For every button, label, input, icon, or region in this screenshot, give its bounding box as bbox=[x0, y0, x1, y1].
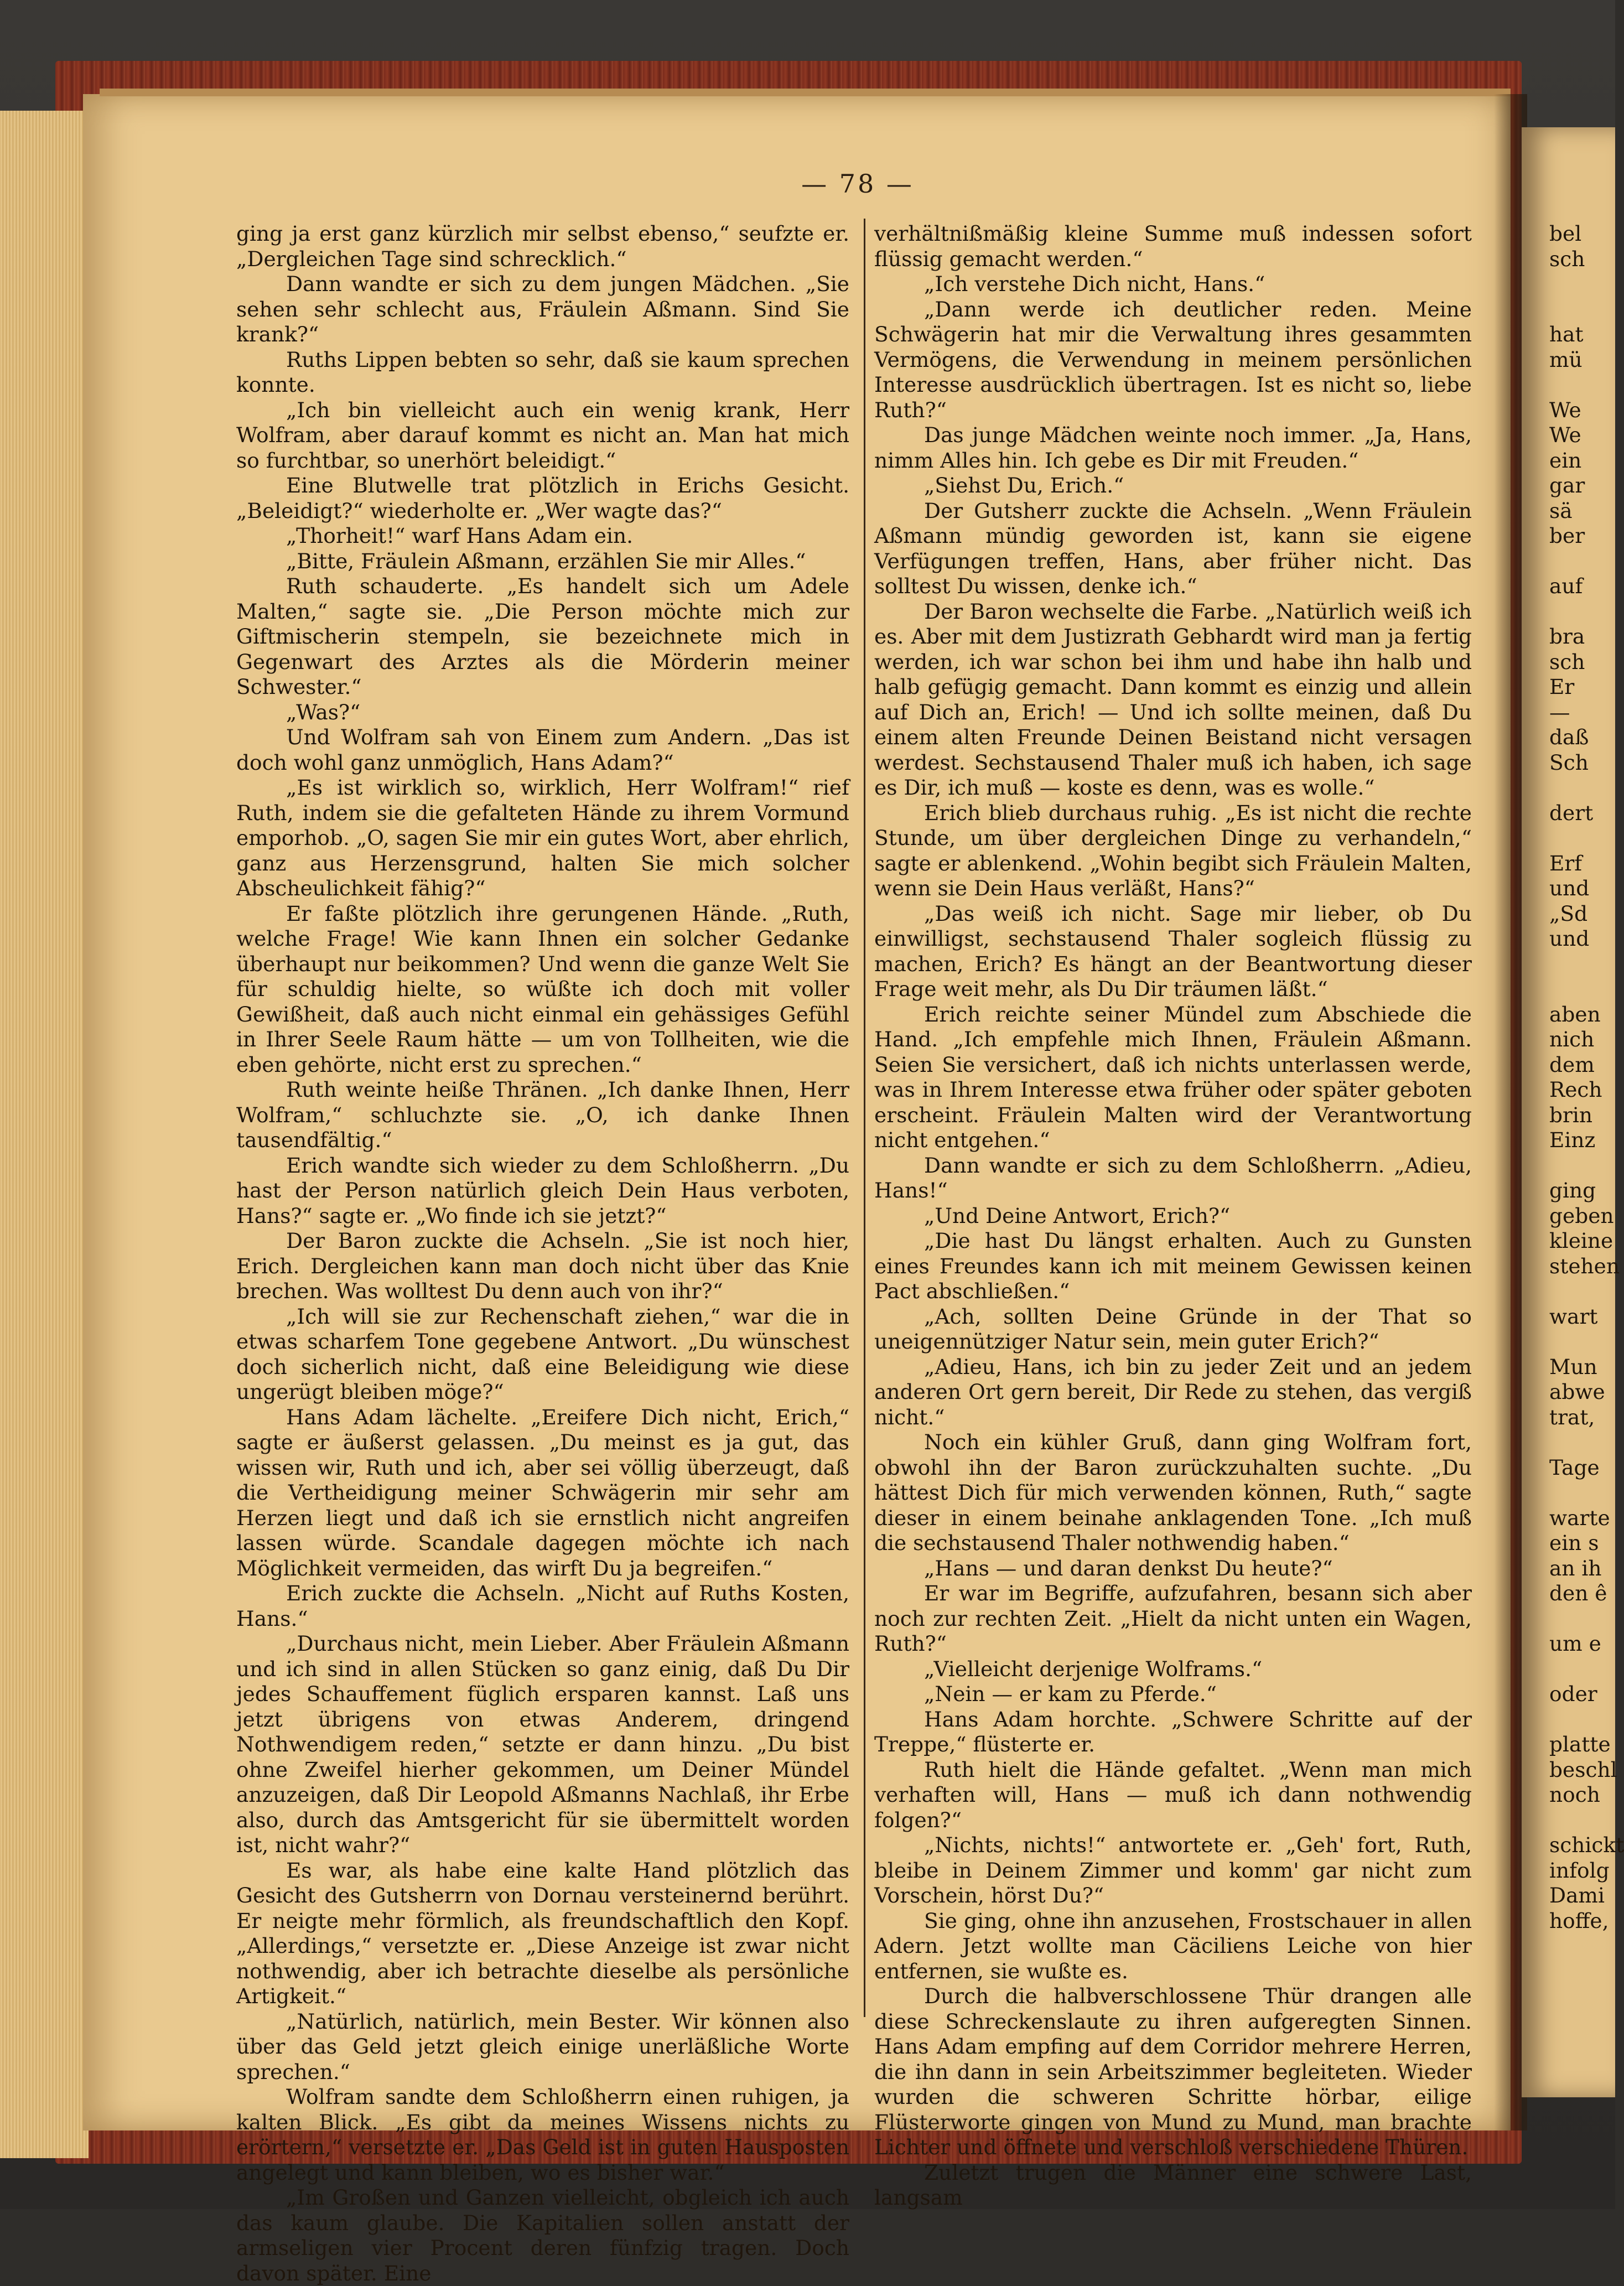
right-column bbox=[874, 221, 1472, 2211]
next-page-line: Mun bbox=[1549, 1354, 1597, 1379]
next-page-line bbox=[1549, 1707, 1616, 1733]
page-edges bbox=[0, 111, 89, 2158]
next-page-line: den ê bbox=[1549, 1581, 1607, 1605]
paragraph: Erich blieb durchaus ruhig. „Es ist nicht die rechte Stunde, um über dergleichen Dinge zu verhandeln,“ sagte er ablenkend. „Wohin begibt sich Fräulein Malten, wenn sie Dein Haus verläßt, Hans?“ bbox=[874, 800, 1472, 900]
paragraph: Er faßte plötzlich ihre gerungenen Hände. „Ruth, welche Frage! Wie kann Ihnen ein solcher Gedanke überhaupt nur beikommen? Und wenn die ganze Welt Sie für schuldig hielte, so wüßte ich doch mit voller Gewißheit, daß auch nicht einmal ein gehässiges Gefühl in Ihrer Seele Raum hätte — um von Tollheiten, wie die eben gehörte, nicht erst zu sprechen.“ bbox=[236, 901, 849, 1077]
paragraph: verhältnißmäßig kleine Summe muß indessen sofort flüssig gemacht werden.“ bbox=[874, 221, 1472, 271]
next-page-line: gar bbox=[1549, 473, 1585, 497]
next-page-line bbox=[1549, 549, 1616, 574]
next-page-line bbox=[1549, 1606, 1616, 1632]
page-number: — 78 — bbox=[801, 169, 914, 199]
paragraph: Ruth hielt die Hände gefaltet. „Wenn man mich verhaften will, Hans — muß ich dann nothwendig folgen?“ bbox=[874, 1757, 1472, 1832]
next-page-line bbox=[1549, 826, 1616, 851]
next-page-line: dert bbox=[1549, 800, 1594, 825]
next-page-line bbox=[1549, 952, 1616, 977]
next-page-line: wart bbox=[1549, 1304, 1598, 1329]
paragraph: Das junge Mädchen weinte noch immer. „Ja, Hans, nimm Alles hin. Ich gebe es Dir mit Freuden.“ bbox=[874, 423, 1472, 473]
next-page-line: „Sd bbox=[1549, 901, 1588, 926]
next-page-line: kleine bbox=[1549, 1228, 1613, 1253]
paragraph: Er war im Begriffe, aufzufahren, besann sich aber noch zur rechten Zeit. „Hielt da nicht unten ein Wagen, Ruth?“ bbox=[874, 1581, 1472, 1656]
next-page-line: hoffe, bbox=[1549, 1908, 1609, 1933]
next-page-line: brin bbox=[1549, 1102, 1593, 1127]
next-page-line: We bbox=[1549, 423, 1581, 447]
next-page-line: noch bbox=[1549, 1782, 1600, 1807]
next-page-line bbox=[1549, 372, 1616, 398]
paragraph: Erich reichte seiner Mündel zum Abschiede die Hand. „Ich empfehle mich Ihnen, Fräulein Aßmann. Seien Sie versichert, daß ich nichts unterlassen werde, was in Ihrem Interesse etwa früher oder später geboten erscheint. Fräulein Malten wird der Verantwortung nicht entgehen.“ bbox=[874, 1002, 1472, 1152]
next-page-line bbox=[1549, 297, 1616, 323]
paragraph: Durch die halbverschlossene Thür drangen alle diese Schreckenslaute zu ihren aufgeregten Sinnen. Hans Adam empfing auf dem Corridor mehrere Herren, die ihn dann in sein Arbeitszimmer begleiteten. Wieder wurden die schweren Schritte hörbar, eilige Flüsterworte gingen von Mund zu Mund, man brachte Lichter und öffnete und verschloß verschiedene Thüren. bbox=[874, 1984, 1472, 2159]
next-page-line bbox=[1549, 775, 1616, 801]
paragraph: „Vielleicht derjenige Wolframs.“ bbox=[924, 1656, 1263, 1681]
paragraph: „Ich bin vielleicht auch ein wenig krank, Herr Wolfram, aber darauf kommt es nicht an. Man hat mich so furchtbar, so unerhört beleidigt.“ bbox=[236, 397, 849, 473]
next-page-line bbox=[1549, 977, 1616, 1002]
paragraph: „Hans — und daran denkst Du heute?“ bbox=[924, 1556, 1333, 1580]
paragraph: Noch ein kühler Gruß, dann ging Wolfram fort, obwohl ihn der Baron zurückzuhalten suchte. „Du hättest Dich für mich verwenden können, Ruth,“ sagte dieser in einem beinahe anklagenden Tone. „Ich muß die sechstausend Thaler nothwendig haben.“ bbox=[874, 1430, 1472, 1555]
paragraph: Dann wandte er sich zu dem Schloßherrn. „Adieu, Hans!“ bbox=[874, 1153, 1472, 1202]
next-page-line: ein bbox=[1549, 448, 1582, 473]
next-page-line: abwe bbox=[1549, 1380, 1605, 1404]
paragraph: „Dann werde ich deutlicher reden. Meine Schwägerin hat mir die Verwaltung ihres gesammten Vermögens, die Verwendung in meinem persönlichen Interesse ausdrücklich übertragen. Ist es nicht so, liebe Ruth?“ bbox=[874, 297, 1472, 422]
next-page-line: dem bbox=[1549, 1052, 1595, 1077]
next-page-line: Rech bbox=[1549, 1077, 1602, 1102]
paragraph: „Thorheit!“ warf Hans Adam ein. bbox=[286, 523, 634, 548]
next-page-line: mü bbox=[1549, 347, 1583, 372]
next-page-line bbox=[1549, 1153, 1616, 1179]
next-page-line: bra bbox=[1549, 624, 1585, 649]
paragraph: Sie ging, ohne ihn anzusehen, Frostschauer in allen Adern. Jetzt wollte man Cäciliens Leiche von hier entfernen, sie wußte es. bbox=[874, 1908, 1472, 1983]
paragraph: Zuletzt trugen die Männer eine schwere Last, langsam bbox=[874, 2160, 1472, 2210]
paragraph: Dann wandte er sich zu dem jungen Mädchen. „Sie sehen sehr schlecht aus, Fräulein Aßmann. Sind Sie krank?“ bbox=[236, 272, 849, 346]
paragraph: „Ich will sie zur Rechenschaft ziehen,“ war die in etwas scharfem Tone gegebene Antwort. „Du wünschest doch sicherlich nicht, daß eine Beleidigung wie diese ungerügt bleiben möge?“ bbox=[236, 1304, 849, 1404]
next-page-line: sch bbox=[1549, 246, 1585, 271]
next-page-line: und bbox=[1549, 876, 1590, 900]
paragraph: Hans Adam lächelte. „Ereifere Dich nicht, Erich,“ sagte er äußerst gelassen. „Du meinst es ja gut, das wissen wir, Ruth und ich, aber sei völlig überzeugt, daß die Vertheidigung meiner Schwägerin mir sehr am Herzen liegt und daß ich sie ernstlich nicht angreifen lassen würde. Scandale dagegen möchte ich nach Möglichkeit vermeiden, das wirft Du ja begreifen.“ bbox=[236, 1404, 849, 1580]
next-page-line: sch bbox=[1549, 649, 1585, 674]
paragraph: „Siehst Du, Erich.“ bbox=[924, 473, 1124, 497]
paragraph: Ruth schauderte. „Es handelt sich um Adele Malten,“ sagte sie. „Die Person möchte mich zur Giftmischerin stempeln, sie bezeichnete mich in Gegenwart des Arztes als die Mörderin meiner Schwester.“ bbox=[236, 574, 849, 699]
next-page-line: We bbox=[1549, 397, 1581, 422]
next-page-line: — bbox=[1549, 699, 1570, 724]
next-page-line bbox=[1549, 1279, 1616, 1304]
next-page-line: daß bbox=[1549, 725, 1589, 749]
paragraph: Und Wolfram sah von Einem zum Andern. „Das ist doch wohl ganz unmöglich, Hans Adam?“ bbox=[236, 725, 849, 775]
paragraph: Eine Blutwelle trat plötzlich in Erichs Gesicht. „Beleidigt?“ wiederholte er. „Wer wagte das?“ bbox=[236, 473, 849, 523]
paragraph: Erich wandte sich wieder zu dem Schloßherrn. „Du hast der Person natürlich gleich Dein Haus verboten, Hans?“ sagte er. „Wo finde ich sie jetzt?“ bbox=[236, 1153, 849, 1228]
next-page-line: Sch bbox=[1549, 750, 1589, 775]
left-column bbox=[236, 221, 849, 2286]
next-page-line: Dami bbox=[1549, 1883, 1605, 1907]
paragraph: „Natürlich, natürlich, mein Bester. Wir können also über das Geld jetzt gleich einige unerläßliche Worte sprechen.“ bbox=[236, 2009, 849, 2084]
paragraph: Erich zuckte die Achseln. „Nicht auf Ruths Kosten, Hans.“ bbox=[236, 1581, 849, 1631]
next-page-text bbox=[1549, 221, 1624, 1933]
next-page-line: stehen bbox=[1549, 1253, 1620, 1278]
next-page-line: ein s bbox=[1549, 1531, 1599, 1555]
next-page-line: und bbox=[1549, 926, 1590, 951]
next-page-line: sä bbox=[1549, 498, 1573, 523]
paragraph: „Bitte, Fräulein Aßmann, erzählen Sie mir Alles.“ bbox=[286, 548, 806, 573]
paragraph: „Adieu, Hans, ich bin zu jeder Zeit und an jedem anderen Ort gern bereit, Dir Rede zu stehen, das vergiß nicht.“ bbox=[874, 1354, 1472, 1429]
next-page-line bbox=[1549, 272, 1616, 297]
next-page-line: platte bbox=[1549, 1732, 1611, 1756]
next-page-line: hat bbox=[1549, 322, 1584, 346]
next-page-line: ber bbox=[1549, 523, 1585, 548]
paragraph: „Ich verstehe Dich nicht, Hans.“ bbox=[924, 272, 1265, 296]
next-page-line: infolg bbox=[1549, 1858, 1610, 1883]
paragraph: Der Baron zuckte die Achseln. „Sie ist noch hier, Erich. Dergleichen kann man doch nicht über das Knie brechen. Was wolltest Du denn auch von ihr?“ bbox=[236, 1228, 849, 1303]
next-page-line: trat, bbox=[1549, 1404, 1595, 1429]
paragraph: „Die hast Du längst erhalten. Auch zu Gunsten eines Freundes kann ich mit meinem Gewissen keinen Pact abschließen.“ bbox=[874, 1228, 1472, 1303]
next-page-line: nich bbox=[1549, 1027, 1595, 1051]
next-page-line: warte bbox=[1549, 1505, 1610, 1530]
next-page-line bbox=[1549, 1430, 1616, 1455]
paragraph: „Durchaus nicht, mein Lieber. Aber Fräulein Aßmann und ich sind in allen Stücken so ganz einig, daß Du Dir jedes Schauffement füglich ersparen kannst. Laß uns jetzt übrigens von etwas Anderem, dringend Nothwendigem reden,“ setzte er dann hinzu. „Du bist ohne Zweifel hierher gekommen, um Deiner Mündel anzuzeigen, daß Dir Leopold Aßmanns Nachlaß, ihr Erbe also, durch das Amtsgericht für sie übermittelt worden ist, nicht wahr?“ bbox=[236, 1631, 849, 1857]
next-page-line bbox=[1549, 1808, 1616, 1833]
next-page-line bbox=[1549, 1657, 1616, 1682]
next-page-line: auf bbox=[1549, 574, 1583, 598]
next-page-line: aben bbox=[1549, 1002, 1601, 1027]
paragraph: „Das weiß ich nicht. Sage mir lieber, ob Du einwilligst, sechstausend Thaler sogleich flüssig zu machen, Erich? Es hängt an der Beantwortung dieser Frage weit mehr, als Du Dir träumen läßt.“ bbox=[874, 901, 1472, 1001]
paragraph: „Nichts, nichts!“ antwortete er. „Geh' fort, Ruth, bleibe in Deinem Zimmer und komm' gar nicht zum Vorschein, hörst Du?“ bbox=[874, 1833, 1472, 1907]
column-divider bbox=[864, 219, 865, 2017]
next-page-line: Er bbox=[1549, 675, 1575, 699]
paragraph: Hans Adam horchte. „Schwere Schritte auf der Treppe,“ flüsterte er. bbox=[874, 1707, 1472, 1756]
next-page-line: an ih bbox=[1549, 1556, 1602, 1580]
paragraph: Der Gutsherr zuckte die Achseln. „Wenn Fräulein Aßmann mündig geworden ist, kann sie eigene Verfügungen treffen, Hans, aber früher nicht. Das solltest Du wissen, denke ich.“ bbox=[874, 498, 1472, 598]
next-page-line: geben bbox=[1549, 1203, 1614, 1228]
next-page-line: ging bbox=[1549, 1178, 1596, 1202]
next-page-line: Tage bbox=[1549, 1455, 1600, 1480]
next-page-line bbox=[1549, 1480, 1616, 1506]
paragraph: Der Baron wechselte die Farbe. „Natürlich weiß ich es. Aber mit dem Justizrath Gebhardt wird man ja fertig werden, ich war schon bei ihm und habe ihn halb und halb gefügig gemacht. Dann kommt es einzig und allein auf Dich an, Erich! — Und ich sollte meinen, daß Du einem alten Freunde Deinen Beistand nicht versagen werdest. Sechstausend Thaler muß ich haben, ich sage es Dir, ich muß — koste es denn, was es wolle.“ bbox=[874, 599, 1472, 800]
paragraph: „Es ist wirklich so, wirklich, Herr Wolfram!“ rief Ruth, indem sie die gefalteten Hände zu ihrem Vormund emporhob. „O, sagen Sie mir ein gutes Wort, aber ehrlich, ganz aus Herzensgrund, halten Sie mich solcher Abscheulichkeit fähig?“ bbox=[236, 775, 849, 900]
paragraph: „Nein — er kam zu Pferde.“ bbox=[924, 1682, 1217, 1706]
next-page-line: oder bbox=[1549, 1682, 1597, 1706]
paragraph: Wolfram sandte dem Schloßherrn einen ruhigen, ja kalten Blick. „Es gibt da meines Wissens nichts zu erörtern,“ versetzte er. „Das Geld ist in guten Hausposten angelegt und kann bleiben, wo es bisher war.“ bbox=[236, 2085, 849, 2185]
paragraph: „Im Großen und Ganzen vielleicht, obgleich ich auch das kaum glaube. Die Kapitalien sollen anstatt der armseligen vier Procent deren fünfzig tragen. Doch davon später. Eine bbox=[236, 2185, 849, 2285]
next-page-line: bel bbox=[1549, 221, 1582, 246]
next-page-line: um e bbox=[1549, 1631, 1601, 1656]
paragraph: „Und Deine Antwort, Erich?“ bbox=[924, 1203, 1231, 1228]
next-page-line: schickt bbox=[1549, 1833, 1624, 1857]
paragraph: Es war, als habe eine kalte Hand plötzlich das Gesicht des Gutsherrn von Dornau versteinernd berührt. Er neigte mehr förmlich, als freundschaftlich den Kopf. „Allerdings,“ versetzte er. „Diese Anzeige ist zwar nicht nothwendig, aber ich betrachte dieselbe als persönliche Artigkeit.“ bbox=[236, 1858, 849, 2008]
paragraph: ging ja erst ganz kürzlich mir selbst ebenso,“ seufzte er. „Dergleichen Tage sind schrecklich.“ bbox=[236, 221, 849, 271]
next-page-line bbox=[1549, 1329, 1616, 1355]
next-page-line: Erf bbox=[1549, 851, 1583, 875]
page-top-edge bbox=[100, 89, 1511, 96]
paragraph: „Was?“ bbox=[286, 699, 361, 724]
next-page-line: Einz bbox=[1549, 1128, 1596, 1152]
next-page-line: beschl bbox=[1549, 1757, 1617, 1782]
paragraph: Ruths Lippen bebten so sehr, daß sie kaum sprechen konnte. bbox=[236, 347, 849, 397]
paragraph: Ruth weinte heiße Thränen. „Ich danke Ihnen, Herr Wolfram,“ schluchzte sie. „O, ich danke Ihnen tausendfältig.“ bbox=[236, 1077, 849, 1152]
next-page-line bbox=[1549, 599, 1616, 625]
paragraph: „Ach, sollten Deine Gründe in der That so uneigennütziger Natur sein, mein guter Erich?“ bbox=[874, 1304, 1472, 1354]
